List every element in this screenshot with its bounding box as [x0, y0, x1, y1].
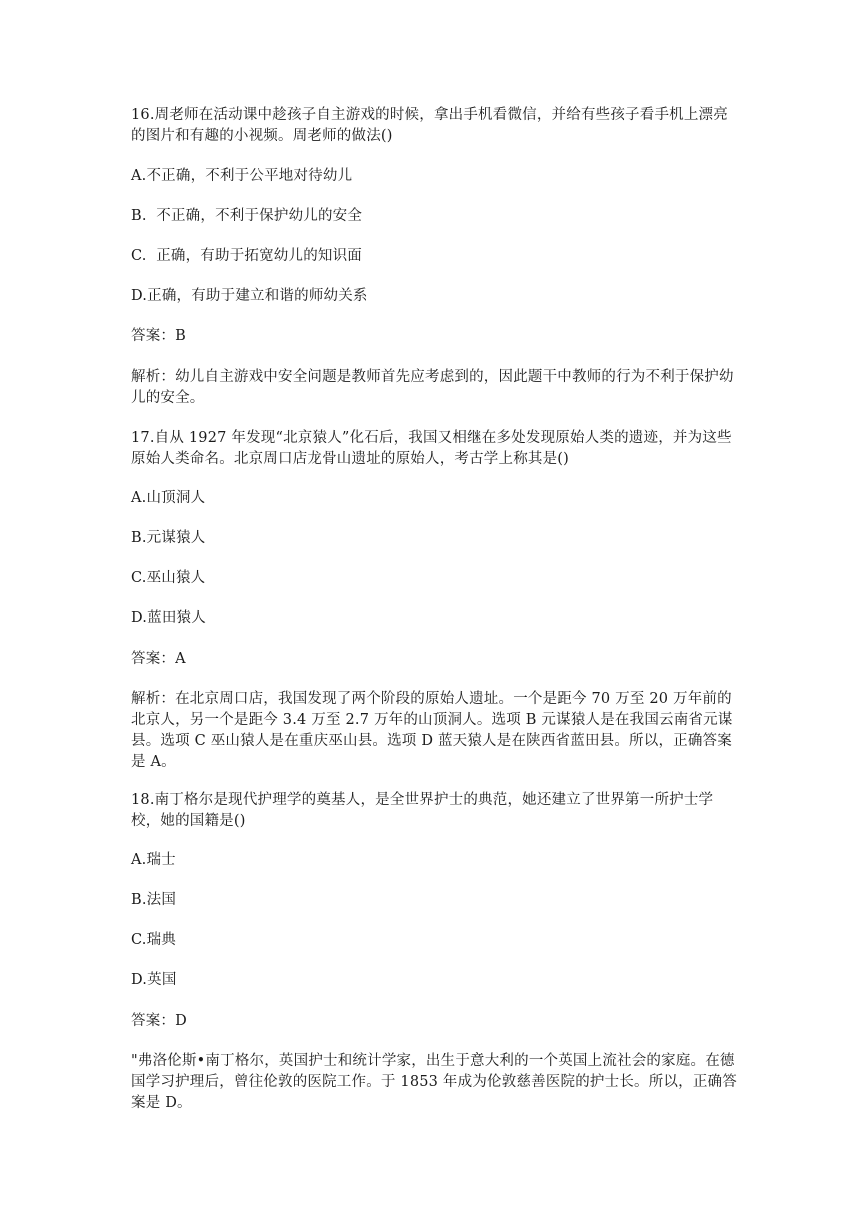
q18-option-c: C.瑞典 [131, 932, 176, 948]
q17-stem: 17.自从 1927 年发现“北京猿人”化石后，我国又相继在多处发现原始人类的遗迹，并为这些原始人类命名。北京周口店龙骨山遗址的原始人，考古学上称其是() [131, 430, 732, 467]
q17-answer: 答案：A [131, 651, 186, 667]
q18-stem: 18.南丁格尔是现代护理学的奠基人，是全世界护士的典范，她还建立了世界第一所护士学校，她的国籍是() [131, 792, 714, 829]
q17-option-a: A.山顶洞人 [131, 490, 206, 506]
q18-answer: 答案：D [131, 1013, 187, 1029]
q17-option-c: C.巫山猿人 [131, 570, 206, 586]
q16-answer: 答案：B [131, 328, 186, 344]
q16-option-b: B. 不正确，不利于保护幼儿的安全 [131, 208, 363, 224]
q17-option-d: D.蓝田猿人 [131, 610, 206, 626]
q17-analysis: 解析：在北京周口店，我国发现了两个阶段的原始人遗址。一个是距今 70 万至 20 万年前的北京人，另一个是距今 3.4 万至 2.7 万年的山顶洞人。选项 B 元谋猿人是在我国云南省元谋县。选项 C 巫山猿人是在重庆巫山县。选项 D 蓝天猿人是在陕西省蓝田县。所以，正确答案是 A。 [131, 691, 733, 770]
q18-option-b: B.法国 [131, 892, 177, 908]
q18-option-a: A.瑞士 [131, 852, 176, 868]
q18-option-d: D.英国 [131, 972, 177, 988]
q16-option-c: C. 正确，有助于拓宽幼儿的知识面 [131, 248, 363, 264]
q16-analysis: 解析：幼儿自主游戏中安全问题是教师首先应考虑到的，因此题干中教师的行为不利于保护幼儿的安全。 [131, 369, 734, 406]
q16-stem: 16.周老师在活动课中趁孩子自主游戏的时候，拿出手机看微信，并给有些孩子看手机上漂亮的图片和有趣的小视频。周老师的做法() [131, 107, 728, 144]
q18-analysis: "弗洛伦斯•南丁格尔，英国护士和统计学家，出生于意大利的一个英国上流社会的家庭。在德国学习护理后，曾往伦敦的医院工作。于 1853 年成为伦敦慈善医院的护士长。所以，正确答案是 D。 [131, 1053, 737, 1111]
q17-option-b: B.元谋猿人 [131, 530, 206, 546]
q16-option-d: D.正确，有助于建立和谐的师幼关系 [131, 288, 368, 304]
q16-option-a: A.不正确，不利于公平地对待幼儿 [131, 168, 353, 184]
